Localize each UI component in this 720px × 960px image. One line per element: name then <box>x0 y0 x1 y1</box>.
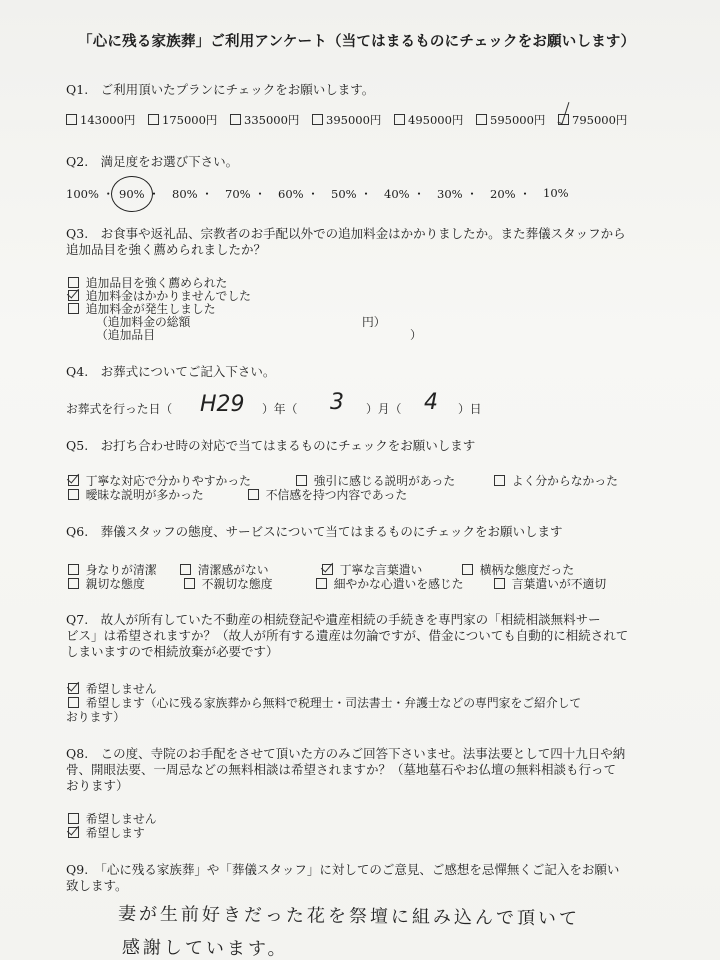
q1-option-595000[interactable]: 595000円 <box>476 112 558 128</box>
q2-option-20[interactable]: 20% ・ <box>490 187 531 201</box>
q3-option-no-extra[interactable]: 追加料金はかかりませんでした <box>68 287 251 304</box>
q7-question-line3: しまいますので相続放棄が必要です） <box>66 644 279 659</box>
q6-option-clean[interactable]: 身なりが清潔 <box>68 561 157 578</box>
q3-extra-total-unit: 円） <box>362 315 386 329</box>
q9-question-line1: Q9. 「心に残る家族葬」や「葬儀スタッフ」に対してのご意見、ご感想を忌憚無くご記入をお願い <box>66 862 620 877</box>
q7-option-no[interactable]: 希望しません <box>68 680 157 697</box>
checkbox[interactable] <box>68 697 79 708</box>
checkbox[interactable] <box>68 489 79 500</box>
q8-question-line3: おります） <box>66 778 129 793</box>
q2-option-30[interactable]: 30% ・ <box>437 187 478 201</box>
q3-option-pushed[interactable]: 追加品目を強く薦められた <box>68 274 227 291</box>
q9-answer-line2[interactable]: 感謝しています。 <box>121 937 289 960</box>
q2-option-10[interactable]: 10% <box>543 186 569 200</box>
checkbox[interactable] <box>68 578 79 589</box>
q6-option-arrogant[interactable]: 横柄な態度だった <box>462 561 574 578</box>
q5-option-vague[interactable]: 曖昧な説明が多かった <box>68 486 204 503</box>
q7-option-yes[interactable]: 希望します（心に残る家族葬から無料で税理士・司法書士・弁護士などの専門家をご紹介して <box>68 694 581 711</box>
q1-question: Q1. ご利用頂いたプランにチェックをお願いします。 <box>66 82 375 97</box>
checkbox[interactable] <box>66 114 77 125</box>
checkbox-checked[interactable] <box>322 564 333 575</box>
checkbox[interactable] <box>68 564 79 575</box>
q8-option-yes[interactable]: 希望します <box>68 824 145 841</box>
q6-option-unkind[interactable]: 不親切な態度 <box>184 575 273 592</box>
q1-option-495000[interactable]: 495000円 <box>394 112 476 128</box>
q7-option-yes-line2: おります） <box>66 710 125 724</box>
q8-question-line2: 骨、開眼法要、一周忌などの無料相談は希望されますか？（墓地墓石やお仏壇の無料相談も行って <box>66 762 617 777</box>
q6-option-polite-speech[interactable]: 丁寧な言葉遣い <box>322 561 422 578</box>
q2-option-40[interactable]: 40% ・ <box>384 187 425 201</box>
q9-question-line2: 致します。 <box>66 878 128 893</box>
q1-option-335000[interactable]: 335000円 <box>230 112 312 128</box>
q2-satisfaction-options <box>66 186 573 202</box>
q2-question: Q2. 満足度をお選び下さい。 <box>66 154 239 169</box>
checkbox[interactable] <box>462 564 473 575</box>
checkbox-checked[interactable] <box>68 683 79 694</box>
checkbox[interactable] <box>248 489 259 500</box>
q5-option-unclear[interactable]: よく分からなかった <box>494 472 618 489</box>
survey-title: 「心に残る家族葬」ご利用アンケート（当てはまるものにチェックをお願いします） <box>78 33 636 50</box>
q4-question: Q4. お葬式についてご記入下さい。 <box>66 364 276 379</box>
checkbox[interactable] <box>148 114 159 125</box>
q7-question-line2: ビス」は希望されますか？（故人が所有する遺産は勿論ですが、借金についても自動的に相続されて <box>66 628 629 643</box>
q4-year-value[interactable]: H29 <box>200 392 245 417</box>
checkbox[interactable] <box>494 475 505 486</box>
q1-option-795000[interactable]: 795000円 <box>558 112 630 128</box>
q3-extra-items-close: ） <box>410 328 422 342</box>
q1-option-143000[interactable]: 143000円 <box>66 112 148 128</box>
q2-option-60[interactable]: 60% ・ <box>278 187 319 201</box>
q5-option-distrust[interactable]: 不信感を持つ内容であった <box>248 486 407 503</box>
q1-plan-options <box>66 112 630 128</box>
q4-day-value[interactable]: 4 <box>424 390 438 415</box>
checkbox[interactable] <box>68 303 79 314</box>
q8-question-line1: Q8. この度、寺院のお手配をさせて頂いた方のみご回答下さいませ。法事法要として四十九日や納 <box>66 746 626 761</box>
q6-option-kind[interactable]: 親切な態度 <box>68 575 145 592</box>
checkbox[interactable] <box>476 114 487 125</box>
q8-option-no[interactable]: 希望しません <box>68 810 157 827</box>
q4-month-label: ）月（ <box>366 402 402 416</box>
checkbox[interactable] <box>316 578 327 589</box>
q6-option-attentive[interactable]: 細やかな心遣いを感じた <box>316 575 464 592</box>
q2-option-50[interactable]: 50% ・ <box>331 187 372 201</box>
checkbox[interactable] <box>180 564 191 575</box>
q5-question: Q5. お打ち合わせ時の対応で当てはまるものにチェックをお願いします <box>66 438 476 453</box>
q3-question-line1: Q3. お食事や返礼品、宗教者のお手配以外での追加料金はかかりましたか。また葬儀スタッフから <box>66 226 626 241</box>
checkbox[interactable] <box>230 114 241 125</box>
q3-extra-total-label: （追加料金の総額 <box>96 315 191 329</box>
checkbox-checked[interactable] <box>68 475 79 486</box>
q6-question: Q6. 葬儀スタッフの態度、サービスについて当てはまるものにチェックをお願いします <box>66 524 563 539</box>
checkbox[interactable] <box>312 114 323 125</box>
q5-option-polite[interactable]: 丁寧な対応で分かりやすかった <box>68 472 251 489</box>
q4-date-label: お葬式を行った日（ <box>66 402 173 416</box>
q2-option-90[interactable]: 90% ・ <box>119 186 172 202</box>
q3-question-line2: 追加品目を強く薦められましたか？ <box>66 242 267 257</box>
q4-year-label: ）年（ <box>262 402 298 416</box>
q4-month-value[interactable]: 3 <box>330 390 344 415</box>
q2-option-70[interactable]: 70% ・ <box>225 187 266 201</box>
q6-option-unclean[interactable]: 清潔感がない <box>180 561 269 578</box>
q2-option-80[interactable]: 80% ・ <box>172 187 213 201</box>
q2-option-100[interactable]: 100% ・ <box>66 187 115 201</box>
checkbox-checked[interactable] <box>558 114 569 125</box>
checkbox[interactable] <box>494 578 505 589</box>
q1-option-175000[interactable]: 175000円 <box>148 112 230 128</box>
checkbox[interactable] <box>394 114 405 125</box>
q6-option-improper-speech[interactable]: 言葉遣いが不適切 <box>494 575 606 592</box>
q3-option-extra[interactable]: 追加料金が発生しました <box>68 300 216 317</box>
q7-question-line1: Q7. 故人が所有していた不動産の相続登記や遺産相続の手続きを専門家の「相続相談無料サー <box>66 612 601 627</box>
checkbox-checked[interactable] <box>68 827 79 838</box>
checkbox[interactable] <box>184 578 195 589</box>
q5-option-pushy[interactable]: 強引に感じる説明があった <box>296 472 455 489</box>
q1-option-395000[interactable]: 395000円 <box>312 112 394 128</box>
q4-day-label: ）日 <box>458 402 482 416</box>
checkbox[interactable] <box>296 475 307 486</box>
q3-extra-items-label: （追加品目 <box>96 328 155 342</box>
q9-answer-line1[interactable]: 妻が生前好きだった花を祭壇に組み込んで頂いて <box>117 903 581 930</box>
